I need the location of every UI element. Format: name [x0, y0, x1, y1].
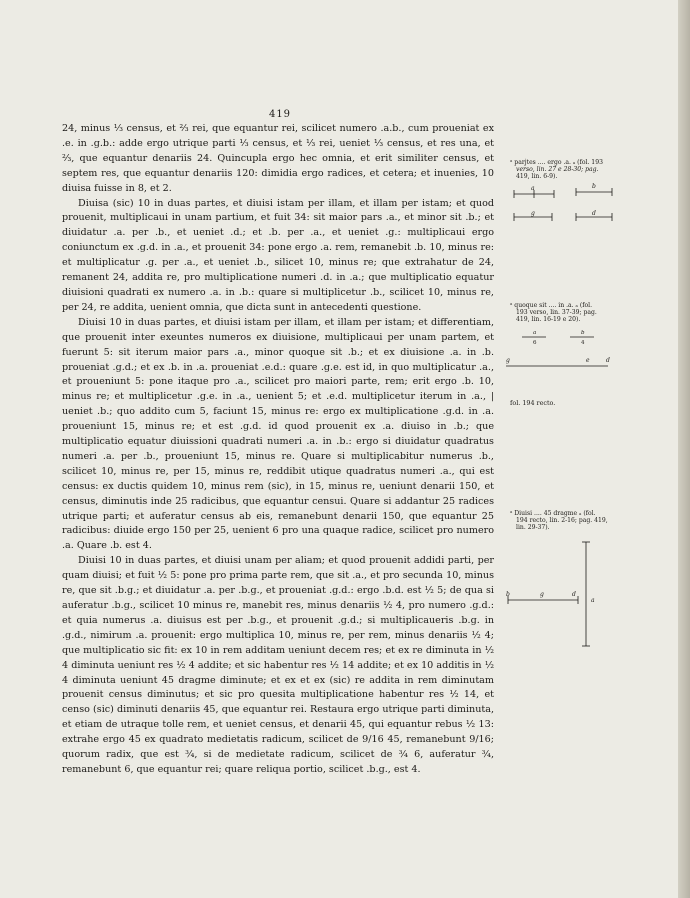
- margin-note-2: [510, 302, 630, 324]
- note-line: 419, lin. 6-9).: [516, 173, 558, 181]
- fig3-label-g: g: [540, 591, 544, 598]
- note-line: 193 verso, lin. 37-39; pag.: [516, 309, 597, 317]
- paragraph-1: 24, minus ⅓ census, et ⅔ rei, que equantur rei, scilicet numero .a.b., cum proueniat ex .e. in .g.b.: adde ergo utrique parti ⅓ census, et ⅓ rei, ueniet ⅓ census, et res una, et ⅔, que equantur denariis 24. Quincupla ergo hec omnia, et erit similiter census, et septem res, que equantur denariis 120: dimidia ergo radices, et cetera; et inuenies, 10 diuisa fuisse in 8, et 2.: [62, 123, 494, 194]
- note-line: lin. 29-37).: [516, 524, 550, 532]
- fig3-label-d: d: [572, 591, 576, 598]
- fig2-label-a: a: [533, 330, 537, 336]
- figure-1: [512, 184, 622, 224]
- note-line: ᵃ Diuisi .... 45 dragme ₐ (fol.: [510, 510, 596, 517]
- fig2-label-d: d: [606, 357, 610, 364]
- fig3-label-b: b: [506, 591, 510, 598]
- folio-mark: fol. 194 recto.: [510, 399, 556, 407]
- figure-2: [506, 326, 614, 372]
- paragraph-2: Diuisa (sic) 10 in duas partes, et diuisi istam per illam, et illam per istam; et quod prouenit, multiplicaui in unam partium, et fuit 34: sit maior pars .a., et minor sit .b.; et diuidatur .a. per .b., et ueniet .d.; et .b. per .a., et ueniet .g.: multiplicaui ergo coniunctum ex .g.d. in .a., et prouenit 34: pone ergo .a. rem, remanebit .b. 10, minus re: et multiplicatur .g. per .a., et ueniet .b., silicet 10, minus re; que extrahatur de 24, remanent 24, addita re, pro multiplicatione numeri .d. in .a.; que multiplicatio equatur diuisioni quadrati ex numero .a. in .b.: quare si multiplicetur .b., scilicet 10, minus re, per 24, re addita, uenient omnia, que dicta sunt in antecedenti questione.: [62, 197, 494, 313]
- fig1-label-b: b: [592, 183, 596, 190]
- page-edge: [678, 0, 690, 898]
- page-number: 419: [268, 109, 292, 120]
- note-line: ᵃ quoque sit .... in .a. ₐ (fol.: [510, 302, 593, 309]
- figure-3: [506, 536, 602, 650]
- fig1-label-a: a: [531, 185, 535, 192]
- note-line: 419, lin. 16-19 e 20).: [516, 316, 581, 324]
- margin-note-3: [510, 510, 630, 532]
- paragraph-4: Diuisi 10 in duas partes, et diuisi unam per aliam; et quod prouenit addidi parti, per quam diuisi; et fuit ½ 5: pone pro prima parte rem, que sit .a., et pro secunda 10, minus re, que sit .b.g.; et diuidatur .a. per .b.g., et proueniat .g.d.: ergo .b.d. est ½ 5; de qua si auferatur .b.g., scilicet 10 minus re, manebit res, minus denariis ½ 4, pro numero .g.d.: et quia numerus .a. diuisus est per .b.g., et prouenit .g.d.; si multiplicaueris .b.g. in .g.d., nimirum .a. prouenit: ergo multiplica 10, minus re, per rem, minus denariis ½ 4; que multiplicatio sic fit: ex 10 in rem additam ueniunt decem res; et ex re diminuta in ½ 4 diminuta ueniunt res ½ 4 addite; et sic habentur res ½ 14 addite; et ex 10 additis in ½ 4 diminuta ueniunt 45 dragme diminute; et ex et ex (sic) re addita in rem diminutam prouenit census diminutus; et sic pro quesita multiplicatione habentur res ½ 14, et censo (sic) diminuti denariis 45, que equantur rei. Restaura ergo utrique parti diminuta, et etiam de utraque tolle rem, et ueniet census, et denarii 45, qui equantur rebus ½ 13: extrahe ergo 45 ex quadrato medietatis radicum, scilicet de 9/16 45, remanebunt 9/16; quorum radix, que est ¾, si de medietate radicum, scilicet de ¾ 6, auferatur ¾, remanebunt 6, que equantur rei; quare reliqua portio, scilicet .b.g., est 4.: [62, 555, 494, 775]
- main-text: [62, 122, 494, 778]
- fig2-label-g: g: [506, 357, 510, 364]
- fig1-label-d: d: [592, 210, 596, 217]
- fig2-label-e: e: [586, 357, 590, 364]
- note-line: 194 recto, lin. 2-16; pag. 419,: [516, 517, 608, 525]
- margin-note-1: [510, 159, 630, 181]
- fig2-label-4: 4: [581, 340, 585, 346]
- note-line: verso, lin. 27 e 28-30; pag.: [516, 166, 599, 174]
- note-line: ᵃ parj̇tes .... ergo .a. ₐ (fol. 193: [510, 159, 603, 166]
- fig2-label-b: b: [581, 330, 585, 336]
- fig3-label-a: a: [591, 597, 595, 604]
- fig1-label-g: g: [531, 210, 535, 217]
- fig2-label-6: 6: [533, 340, 537, 346]
- paragraph-3: Diuisi 10 in duas partes, et diuisi istam per illam, et illam per istam; et differentiam, que prouenit inter exeuntes numeros ex diuisione, multiplicaui per unam partem, et fuerunt 5: sit iterum maior pars .a., minor quoque sit .b.; et ex diuisione .a. in .b. proueniat .g.d.; et ex .b. in .a. proueniat .e.d.: quare .g.e. est id, in quo multiplicatur .a., et proueniunt 5: pone itaque pro .a., scilicet pro maiori parte, rem; erit ergo .b. 10, minus re; et multiplicetur .g.e. in .a., uenient 5; et .e.d. multiplicetur iterum in .a., | ueniet .b.; quo addito cum 5, faciunt 15, minus re: ergo ex multiplicatione .g.d. in .a. proueniunt 15, minus re; et est .g.d. id quod prouenit ex .a. diuiso in .b.; que multiplicatio equatur diuissioni quadrati numeri .a. in .b.: ergo si diuidatur quadratus numeri .a. per .b., proueniunt 15, minus re. Quare si multiplicabitur numerus .b., scilicet 10, minus re, per 15, minus re, reddibit utique quadratus numeri .a., qui est census: ex ductis quidem 10, minus rem (sic), in 15, minus re, ueniunt denarii 150, et census, diminutis inde 25 radicibus, que equantur censui. Quare si addantur 25 radices utrique parti; et auferatur census ab eis, remanebunt denarii 150, que equantur 25 radicibus: diuide ergo 150 per 25, uenient 6 pro una quaque radice, scilicet pro numero .a. Quare .b. est 4.: [62, 316, 494, 552]
